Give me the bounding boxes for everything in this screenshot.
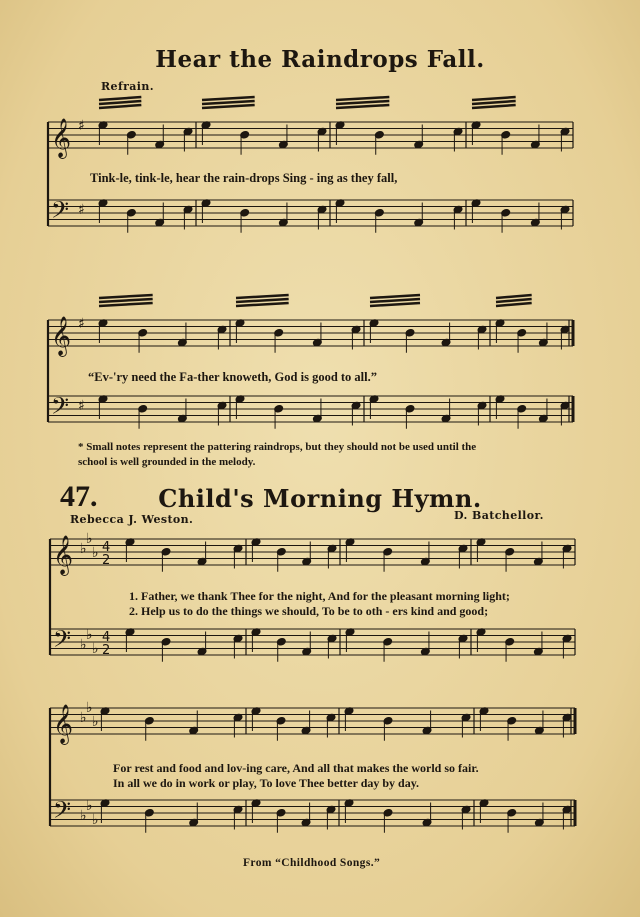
beam [202, 105, 255, 108]
beam [99, 303, 153, 306]
key-signature: ♭ [86, 627, 93, 643]
verse-line: 1. Father, we thank Thee for the night, And for the pleasant morning light; [129, 589, 510, 603]
treble-clef: 𝄞 [51, 118, 72, 158]
beam [370, 303, 420, 306]
key-signature: ♯ [78, 316, 85, 332]
beam [236, 295, 289, 298]
beam [99, 295, 153, 298]
key-signature: ♯ [78, 118, 85, 134]
key-signature: ♯ [78, 202, 85, 218]
key-signature: ♭ [80, 541, 87, 557]
hymn-number: 47. [60, 480, 98, 513]
time-signature: 2 [102, 553, 111, 568]
beam [202, 101, 255, 104]
beam [202, 97, 255, 100]
beam [99, 105, 141, 108]
beam [99, 299, 153, 302]
beam [472, 101, 516, 104]
beam [496, 299, 532, 302]
bass-clef: 𝄢 [53, 796, 72, 829]
key-signature: ♭ [92, 812, 99, 828]
verse-line: 2. Help us to do the things we should, To be to oth - ers kind and good; [129, 604, 489, 618]
key-signature: ♭ [86, 700, 93, 716]
beam [99, 97, 141, 100]
treble-clef: 𝄞 [53, 535, 74, 575]
hymn-title-raindrops: Hear the Raindrops Fall. [155, 46, 485, 73]
footnote-line: school is well grounded in the melody. [78, 456, 256, 468]
lyric-line: “Ev-'ry need the Fa-ther knoweth, God is good to all.” [88, 370, 378, 384]
key-signature: ♯ [78, 398, 85, 414]
key-signature: ♭ [80, 808, 87, 824]
beam [99, 101, 141, 104]
beam [370, 295, 420, 298]
beam [336, 101, 389, 104]
key-signature: ♭ [92, 641, 99, 657]
time-signature: 4 [102, 630, 111, 645]
bass-clef: 𝄢 [51, 196, 70, 229]
time-signature: 2 [102, 643, 111, 658]
verse-line: For rest and food and lov-ing care, And all that makes the world so fair. [113, 761, 479, 775]
bass-clef: 𝄢 [51, 392, 70, 425]
key-signature: ♭ [86, 531, 93, 547]
treble-clef: 𝄞 [51, 316, 72, 356]
key-signature: ♭ [80, 710, 87, 726]
refrain-label: Refrain. [101, 80, 155, 93]
key-signature: ♭ [80, 637, 87, 653]
bass-clef: 𝄢 [53, 625, 72, 658]
beam [336, 105, 389, 108]
source-credit: From “Childhood Songs.” [243, 857, 381, 869]
hymn-title-morning: Child's Morning Hymn. [158, 484, 482, 513]
beam [370, 299, 420, 302]
beam [496, 303, 532, 306]
beam [236, 299, 289, 302]
author-credit: Rebecca J. Weston. [70, 513, 194, 526]
time-signature: 4 [102, 540, 111, 555]
footnote-line: * Small notes represent the pattering raindrops, but they should not be used until the [78, 441, 477, 453]
composer-credit: D. Batchellor. [454, 509, 544, 522]
lyric-line: Tink-le, tink-le, hear the rain-drops Sing - ing as they fall, [90, 171, 398, 185]
beam [472, 97, 516, 100]
beam [336, 97, 389, 100]
key-signature: ♭ [86, 798, 93, 814]
verse-line: In all we do in work or play, To love Thee better day by day. [113, 776, 420, 790]
beam [236, 303, 289, 306]
key-signature: ♭ [92, 714, 99, 730]
beam [472, 105, 516, 108]
beam [496, 295, 532, 298]
key-signature: ♭ [92, 545, 99, 561]
treble-clef: 𝄞 [53, 704, 74, 744]
